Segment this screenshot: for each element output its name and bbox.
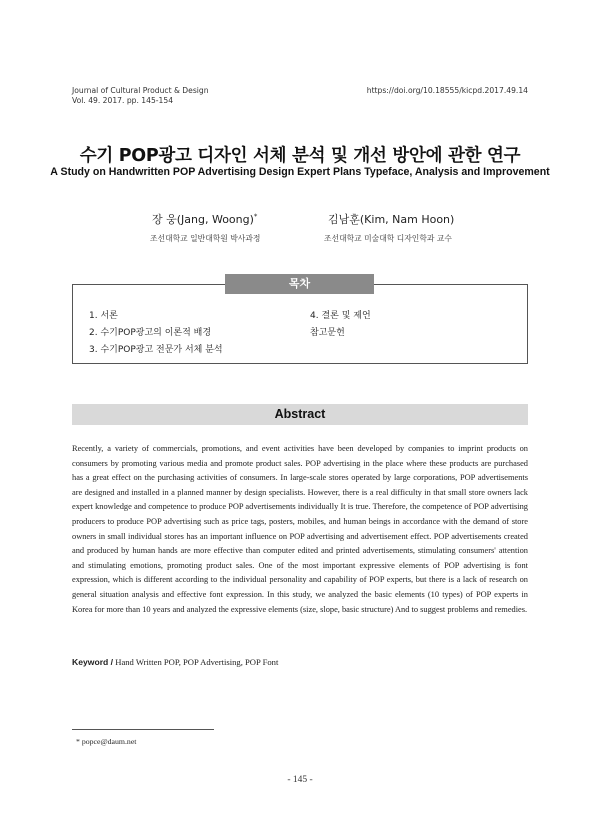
author-2-affiliation: 조선대학교 미술대학 디자인학과 교수 <box>324 234 452 243</box>
author-1-affiliation: 조선대학교 일반대학원 박사과정 <box>150 234 261 243</box>
keyword-label: Keyword / <box>72 657 114 667</box>
toc-header: 목차 <box>225 274 374 294</box>
toc-item: 참고문헌 <box>310 328 345 338</box>
toc-item: 3. 수기POP광고 전문가 서체 분석 <box>89 345 223 355</box>
author-1-name: 장 웅(Jang, Woong) <box>152 213 254 226</box>
korean-title: 수기 POP광고 디자인 서체 분석 및 개선 방안에 관한 연구 <box>79 146 521 166</box>
keyword-text: Hand Written POP, POP Advertising, POP Font <box>115 657 279 667</box>
journal-volume: Vol. 49. 2017. pp. 145-154 <box>72 96 174 105</box>
page-number: - 145 - <box>287 775 313 785</box>
footnote-rule <box>72 729 214 730</box>
toc-item: 4. 결론 및 제언 <box>310 311 371 321</box>
doi-link[interactable]: https://doi.org/10.18555/kicpd.2017.49.14 <box>366 86 528 95</box>
author-1-mark: * <box>253 212 258 221</box>
abstract-body: Recently, a variety of commercials, promotions, and event activities have been developed by companies to imprint products on consumers by promoting various media and promote product sales. POP advertising in the place where these products are purchased has a great effect on the purchasing activities of consumers. In large-scale stores operated by large corporations, POP advertisements are designed and installed in a planned manner by design specialists. However, there is a real difficulty in that small store owners lack expert knowledge and competence to produce POP advertisements individually It is true. Therefore, the competence of POP advertising producers to produce POP advertising such as price tags, posters, mobiles, and human beings in accordance with the demand of store owners in small individual stores has an important influence on POP advertising and advertisement effect. POP advertisements created and produced by human hands are more effective than computer edited and printed advertisements, stimulating consumers' attention and stimulating emotions, promoting product sales. One of the most important expressive elements of POP advertising is font expression, which is different according to the individual personality and capability of POP experts, but there is a lack of research on general situation analysis and effective font expression. In this study, we analyzed the basic elements (10 types) of POP experts in Korea for more than 10 years and analyzed the expressive elements (size, slope, basic structure) And to suggest problems and remedies. <box>72 444 528 614</box>
author-2-name: 김남훈(Kim, Nam Hoon) <box>328 213 455 226</box>
toc-item: 1. 서론 <box>89 311 118 321</box>
abstract-title: Abstract <box>274 407 326 421</box>
keywords <box>72 657 278 667</box>
footnote: * popce@daum.net <box>76 737 137 746</box>
author-2 <box>328 211 454 227</box>
english-title: A Study on Handwritten POP Advertising Design Expert Plans Typeface, Analysis and Improvement <box>50 166 550 178</box>
toc-item: 2. 수기POP광고의 이론적 배경 <box>89 328 212 338</box>
journal-info <box>72 86 209 106</box>
journal-name: Journal of Cultural Product & Design <box>72 86 209 95</box>
author-1 <box>152 211 257 227</box>
